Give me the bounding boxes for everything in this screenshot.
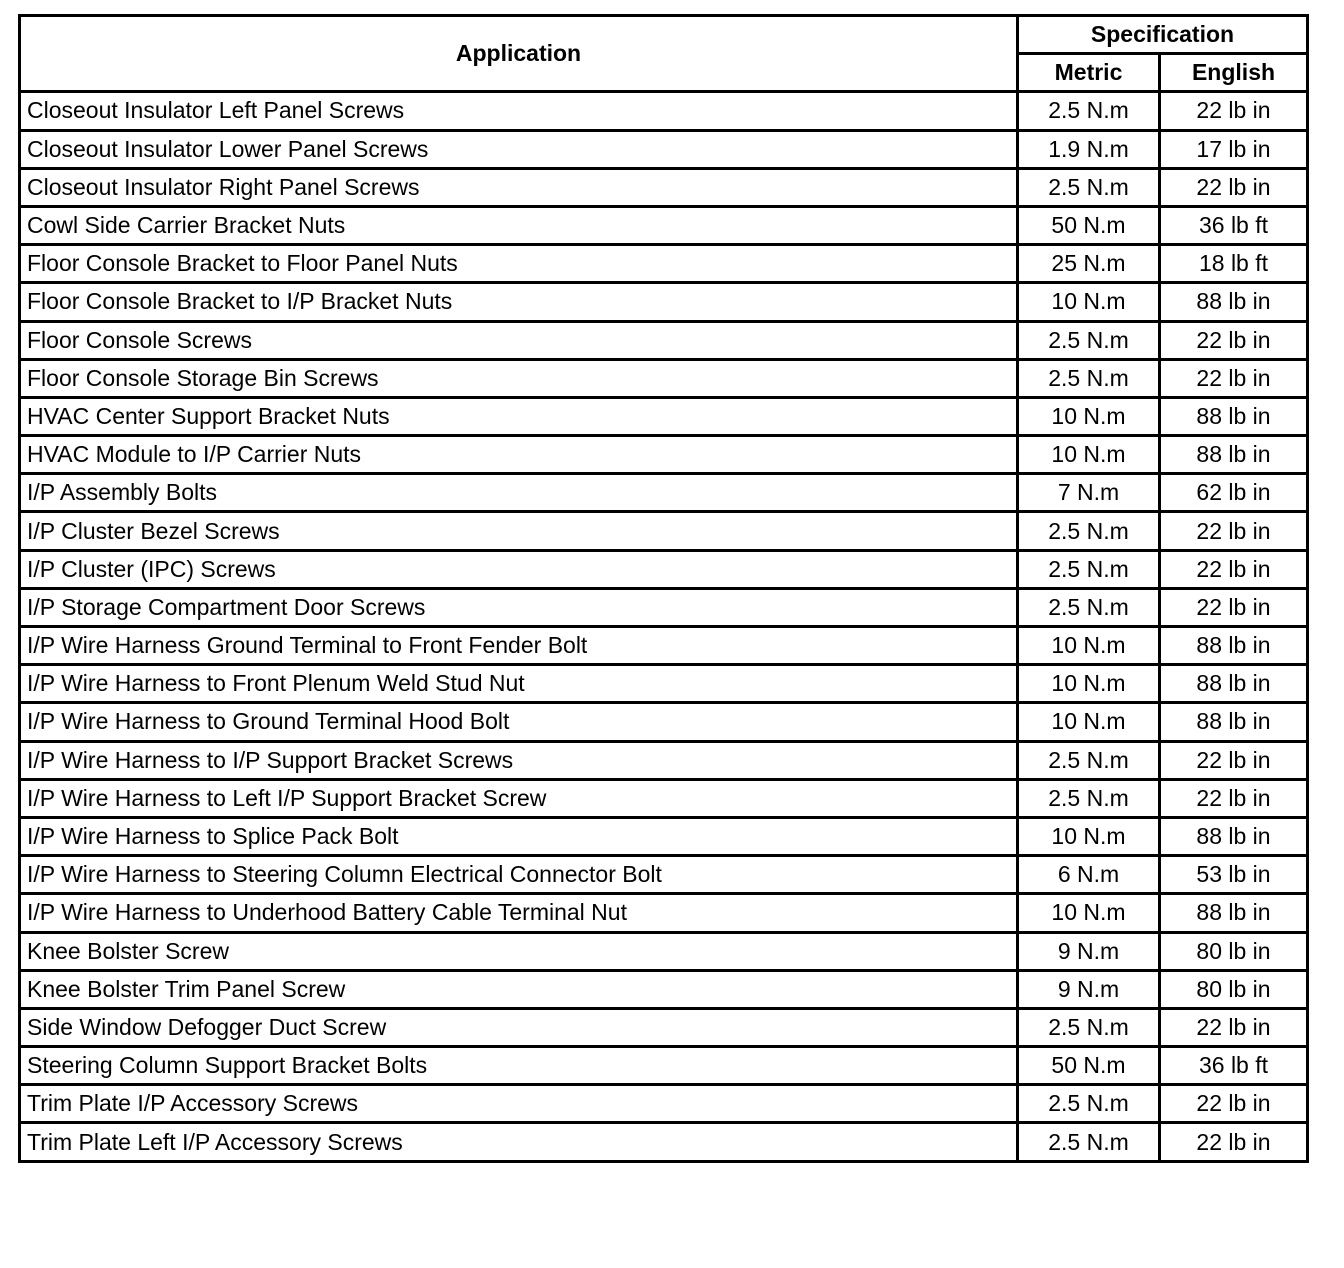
metric-cell: 10 N.m [1018,283,1160,321]
application-cell: I/P Wire Harness to Underhood Battery Cable Terminal Nut [20,894,1018,932]
metric-cell: 10 N.m [1018,397,1160,435]
english-cell: 53 lb in [1160,856,1308,894]
torque-spec-table [18,14,1309,1163]
metric-cell: 50 N.m [1018,206,1160,244]
application-cell: I/P Wire Harness to Splice Pack Bolt [20,817,1018,855]
metric-cell: 7 N.m [1018,474,1160,512]
application-cell: I/P Cluster Bezel Screws [20,512,1018,550]
application-cell: HVAC Module to I/P Carrier Nuts [20,436,1018,474]
application-cell: Trim Plate I/P Accessory Screws [20,1085,1018,1123]
table-row [20,1008,1308,1046]
metric-cell: 2.5 N.m [1018,741,1160,779]
english-cell: 80 lb in [1160,932,1308,970]
table-row [20,894,1308,932]
metric-cell: 2.5 N.m [1018,588,1160,626]
table-row [20,1123,1308,1161]
metric-cell: 50 N.m [1018,1047,1160,1085]
english-cell: 88 lb in [1160,436,1308,474]
english-cell: 22 lb in [1160,1085,1308,1123]
table-row [20,932,1308,970]
application-cell: I/P Wire Harness to I/P Support Bracket Screws [20,741,1018,779]
table-row [20,703,1308,741]
english-cell: 22 lb in [1160,359,1308,397]
english-cell: 22 lb in [1160,588,1308,626]
english-cell: 22 lb in [1160,741,1308,779]
application-cell: I/P Wire Harness to Steering Column Electrical Connector Bolt [20,856,1018,894]
english-cell: 88 lb in [1160,817,1308,855]
metric-cell: 1.9 N.m [1018,130,1160,168]
table-row [20,779,1308,817]
table-row [20,206,1308,244]
english-column-header: English [1160,54,1308,92]
application-cell: Closeout Insulator Lower Panel Screws [20,130,1018,168]
metric-cell: 2.5 N.m [1018,1123,1160,1161]
table-row [20,130,1308,168]
application-cell: Closeout Insulator Left Panel Screws [20,92,1018,130]
metric-cell: 10 N.m [1018,817,1160,855]
metric-cell: 2.5 N.m [1018,1085,1160,1123]
table-row [20,741,1308,779]
application-column-header: Application [20,16,1018,92]
english-cell: 36 lb ft [1160,1047,1308,1085]
english-cell: 62 lb in [1160,474,1308,512]
table-row [20,92,1308,130]
application-cell: Knee Bolster Screw [20,932,1018,970]
table-row [20,359,1308,397]
english-cell: 22 lb in [1160,168,1308,206]
application-cell: Side Window Defogger Duct Screw [20,1008,1018,1046]
application-cell: I/P Storage Compartment Door Screws [20,588,1018,626]
english-cell: 22 lb in [1160,779,1308,817]
metric-cell: 2.5 N.m [1018,550,1160,588]
table-row [20,397,1308,435]
header-row-top [20,16,1308,54]
application-cell: I/P Wire Harness Ground Terminal to Front Fender Bolt [20,627,1018,665]
metric-cell: 2.5 N.m [1018,168,1160,206]
english-cell: 88 lb in [1160,627,1308,665]
metric-cell: 10 N.m [1018,703,1160,741]
metric-cell: 10 N.m [1018,665,1160,703]
table-row [20,168,1308,206]
english-cell: 88 lb in [1160,397,1308,435]
application-cell: Trim Plate Left I/P Accessory Screws [20,1123,1018,1161]
english-cell: 80 lb in [1160,970,1308,1008]
application-cell: Knee Bolster Trim Panel Screw [20,970,1018,1008]
application-cell: Closeout Insulator Right Panel Screws [20,168,1018,206]
metric-column-header: Metric [1018,54,1160,92]
table-header [20,16,1308,92]
english-cell: 18 lb ft [1160,245,1308,283]
application-cell: I/P Wire Harness to Front Plenum Weld Stud Nut [20,665,1018,703]
english-cell: 22 lb in [1160,1008,1308,1046]
table-row [20,245,1308,283]
application-cell: Steering Column Support Bracket Bolts [20,1047,1018,1085]
metric-cell: 10 N.m [1018,627,1160,665]
application-cell: I/P Wire Harness to Left I/P Support Bracket Screw [20,779,1018,817]
table-row [20,436,1308,474]
metric-cell: 2.5 N.m [1018,92,1160,130]
english-cell: 22 lb in [1160,1123,1308,1161]
metric-cell: 9 N.m [1018,932,1160,970]
metric-cell: 2.5 N.m [1018,1008,1160,1046]
english-cell: 88 lb in [1160,703,1308,741]
application-cell: Floor Console Bracket to Floor Panel Nuts [20,245,1018,283]
application-cell: Floor Console Bracket to I/P Bracket Nuts [20,283,1018,321]
metric-cell: 2.5 N.m [1018,779,1160,817]
table-row [20,665,1308,703]
english-cell: 36 lb ft [1160,206,1308,244]
table-body [20,92,1308,1161]
table-row [20,512,1308,550]
english-cell: 17 lb in [1160,130,1308,168]
table-row [20,321,1308,359]
table-row [20,970,1308,1008]
english-cell: 88 lb in [1160,894,1308,932]
table-row [20,588,1308,626]
application-cell: I/P Assembly Bolts [20,474,1018,512]
table-row [20,817,1308,855]
table-row [20,1047,1308,1085]
table-row [20,856,1308,894]
metric-cell: 10 N.m [1018,894,1160,932]
metric-cell: 25 N.m [1018,245,1160,283]
application-cell: Floor Console Screws [20,321,1018,359]
metric-cell: 2.5 N.m [1018,359,1160,397]
english-cell: 88 lb in [1160,665,1308,703]
application-cell: I/P Cluster (IPC) Screws [20,550,1018,588]
table-row [20,283,1308,321]
metric-cell: 2.5 N.m [1018,512,1160,550]
table-row [20,474,1308,512]
table-row [20,627,1308,665]
application-cell: I/P Wire Harness to Ground Terminal Hood Bolt [20,703,1018,741]
english-cell: 22 lb in [1160,512,1308,550]
english-cell: 88 lb in [1160,283,1308,321]
metric-cell: 10 N.m [1018,436,1160,474]
metric-cell: 9 N.m [1018,970,1160,1008]
application-cell: HVAC Center Support Bracket Nuts [20,397,1018,435]
english-cell: 22 lb in [1160,92,1308,130]
english-cell: 22 lb in [1160,321,1308,359]
metric-cell: 2.5 N.m [1018,321,1160,359]
application-cell: Floor Console Storage Bin Screws [20,359,1018,397]
english-cell: 22 lb in [1160,550,1308,588]
application-cell: Cowl Side Carrier Bracket Nuts [20,206,1018,244]
table-row [20,1085,1308,1123]
table-row [20,550,1308,588]
specification-column-header: Specification [1018,16,1308,54]
metric-cell: 6 N.m [1018,856,1160,894]
